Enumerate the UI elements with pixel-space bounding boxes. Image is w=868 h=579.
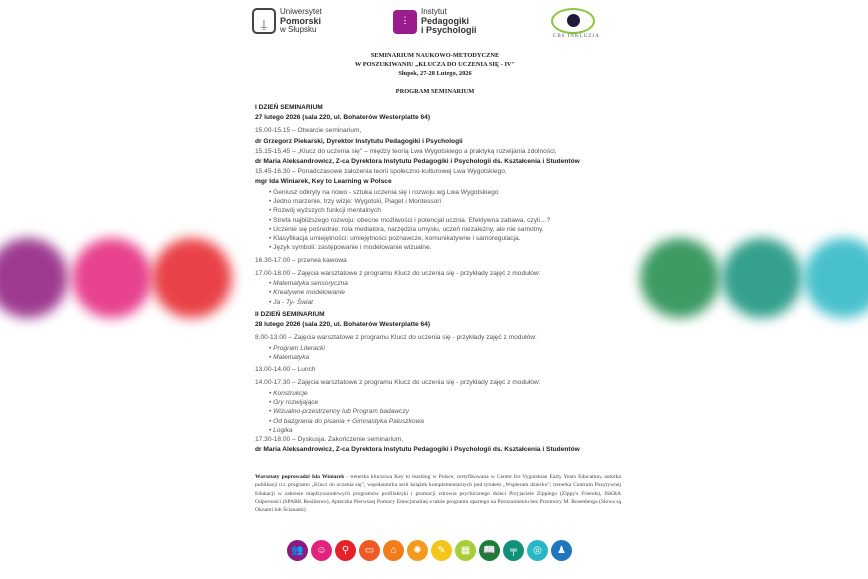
day1-session4: 16.30-17.00 – przerwa kawowa	[255, 256, 347, 264]
circles-icon: ◎	[527, 540, 548, 561]
university-mark-icon: ⍊	[252, 8, 276, 34]
day2-session1: 8.00-13.00 – Zajęcia warsztatowe z programu Klucz do uczenia się - przykłady zajęć z modułów:	[255, 334, 537, 342]
list-item: • Wizualno-przestrzenny lub Program badawczy	[269, 407, 625, 416]
trainer-note	[255, 473, 621, 514]
background-blob-cyan	[804, 238, 868, 318]
list-item: • Klasyfikacja umiejętności: umiejętności poznawcze, komunikatywne i samoregulacja.	[269, 234, 625, 243]
up-logo-line3: w Słupsku	[280, 25, 317, 34]
family-icon: ♟	[551, 540, 572, 561]
day2-session3: 14.00-17.30 – Zajęcia warsztatowe z programu Klucz do uczenia się - przykłady zajęć z modułów:	[255, 379, 541, 387]
drawing-icon: ✎	[431, 540, 452, 561]
background-blob-red	[152, 238, 232, 318]
logo-bar	[245, 8, 625, 44]
list-item: • Matematyka	[269, 353, 625, 362]
cbs-logo	[551, 8, 600, 39]
background-blob-green	[640, 238, 720, 318]
seminar-title-line2: W POSZUKIWANIU „KLUCZA DO UCZENIA SIĘ - IV"	[354, 61, 516, 68]
seminar-program-page	[245, 0, 625, 579]
trainer-note-lead: Warsztaty poprowadzi Ida Winiarek	[255, 474, 345, 480]
day2-session2: 13.00-14.00 – Lunch	[255, 366, 316, 374]
list-item: • Konstrukcje	[269, 389, 625, 398]
list-item: • Od bazgrania do pisania + Gimnastyka Paluszkowa	[269, 417, 625, 426]
list-item: • Gry rozwijające	[269, 398, 625, 407]
up-logo	[252, 8, 322, 35]
day1-session1-speaker: dr Grzegorz Piekarski, Dyrektor Instytutu Pedagogiki i Psychologii	[255, 137, 463, 145]
up-logo-line2: Pomorski	[280, 15, 322, 26]
house-icon: ⌂	[383, 540, 404, 561]
people-icon: 👥	[287, 540, 308, 561]
background-blob-purple	[0, 238, 68, 318]
program-heading: PROGRAM SEMINARIUM	[395, 88, 475, 95]
day1-session2-speaker: dr Maria Aleksandrowicz, Z-ca Dyrektora Instytutu Pedagogiki i Psychologii ds. Kształcenia i Studentów	[255, 158, 580, 166]
day1-session5-modules	[255, 279, 625, 307]
day1-session1: 15.00-15.15 – Otwarcie seminarium,	[255, 127, 362, 135]
day2-session3-modules	[255, 389, 625, 435]
day1-session3-speaker: mgr Ida Winiarek, Key to Learning w Polsce	[255, 178, 392, 186]
list-item: • Matematyka sensoryczna	[269, 279, 625, 288]
day1-session5: 17.00-18.00 – Zajęcia warsztatowe z programu Klucz do uczenia się - przykłady zajęć z modułów:	[255, 269, 541, 277]
magnifier-icon: ⚲	[335, 540, 356, 561]
list-item: • Strefa najbliższego rozwoju: obecne możliwości i potencjał ucznia. Efektywna zabawa, czyli…?	[269, 216, 625, 225]
eye-icon	[551, 8, 595, 34]
day2-session4: 17.30-18.00 – Dyskusja. Zakończenie seminarium,	[255, 436, 404, 444]
list-item: • Jedno marzenie, trzy wizje: Wygotski, Piaget i Montessori	[269, 197, 625, 206]
program-content	[255, 103, 625, 456]
seminar-place-date: Słupsk, 27-28 Lutego, 2026	[398, 70, 472, 77]
list-item: • Rozwój wyższych funkcji mentalnych	[269, 206, 625, 215]
masks-icon: ☺	[311, 540, 332, 561]
seminar-title-line1: SEMINARIUM NAUKOWO-METODYCZNE	[370, 52, 500, 59]
board-icon: ▭	[359, 540, 380, 561]
background-blob-teal	[722, 238, 802, 318]
trainer-note-text: - trenerka kluczowa Key to learning w Polsce, certyfikowana w Centre for Vygotskian Early Years Education, autorka publikacji n.t. programu „Klucz do uczenia się", współautorka serii książek komplementarnych pod tytułem „Wspieram dziecko"; trenerka Centrum Pozytywnej Edukacji w zakresie międzynarodowych programów profilaktyki i promocji zdrowia psychicznego dzieci Przyjaciele Zippiego (Zippy's Friends), ISKRA Odporności (SPARK Resilience), Apteczka Pierwszej Pomocy Emocjonalnej a także programu opartego na Porozumieniu bez Przemocy M. Rosenberga (Słowa są Oknami lub Ścianami).	[255, 474, 621, 514]
day2-session4-speaker: dr Maria Aleksandrowicz, Z-ca Dyrektora Instytutu Pedagogiki i Psychologii ds. Kształcenia i Studentów	[255, 446, 580, 454]
cbs-logo-label: CBS INKLUZJA	[553, 34, 600, 39]
day2-session1-modules	[255, 344, 625, 363]
list-item: • Ja - Ty- Świat	[269, 298, 625, 307]
background-blob-pink	[72, 238, 152, 318]
up-logo-line1: Uniwersytet	[280, 7, 322, 16]
day1-session3: 15.45-16.30 – Ponadczasowe założenia teorii społeczno-kulturowej Lwa Wygotskiego,	[255, 168, 507, 176]
ipp-logo-line1: Instytut	[421, 7, 447, 16]
day1-date: 27 lutego 2026 (sala 220, ul. Bohaterów Westerplatte 64)	[255, 114, 431, 122]
day2-date: 28 lutego 2026 (sala 220, ul. Bohaterów Westerplatte 64)	[255, 321, 431, 329]
day1-session3-topics	[255, 188, 625, 253]
list-item: • Program Literacki	[269, 344, 625, 353]
list-item: • Język symboli: zastępowanie i modelowanie wizualne.	[269, 243, 625, 252]
list-item: • Kreatywne modelowanie	[269, 288, 625, 297]
list-item: • Geniusz odkryty na nowo - sztuka uczenia się i rozwoju wg Lwa Wygotskiego	[269, 188, 625, 197]
day2-heading: II DZIEŃ SEMINARIUM	[255, 311, 325, 318]
list-item: • Logika	[269, 426, 625, 435]
module-icons	[287, 540, 572, 561]
blocks-icon: ╤	[503, 540, 524, 561]
ipp-logo	[393, 8, 477, 36]
ipp-logo-line2: Pedagogiki	[421, 15, 470, 26]
day1-session2: 15.15-15.45 – „Klucz do uczenia się" – między teorią Lwa Wygotskiego a praktyką rozwijania zdolności,	[255, 147, 557, 155]
list-item: • Uczenie się pośrednie: rola mediatora, narzędzia umysłu, uczeń niezależny, ale nie samotny.	[269, 225, 625, 234]
network-icon: ✺	[407, 540, 428, 561]
institute-mark-icon: ⵗ	[393, 10, 417, 34]
numbers-icon: ▦	[455, 540, 476, 561]
day1-heading: I DZIEŃ SEMINARIUM	[255, 104, 323, 111]
book-icon: 📖	[479, 540, 500, 561]
ipp-logo-line3: i Psychologii	[421, 25, 477, 35]
